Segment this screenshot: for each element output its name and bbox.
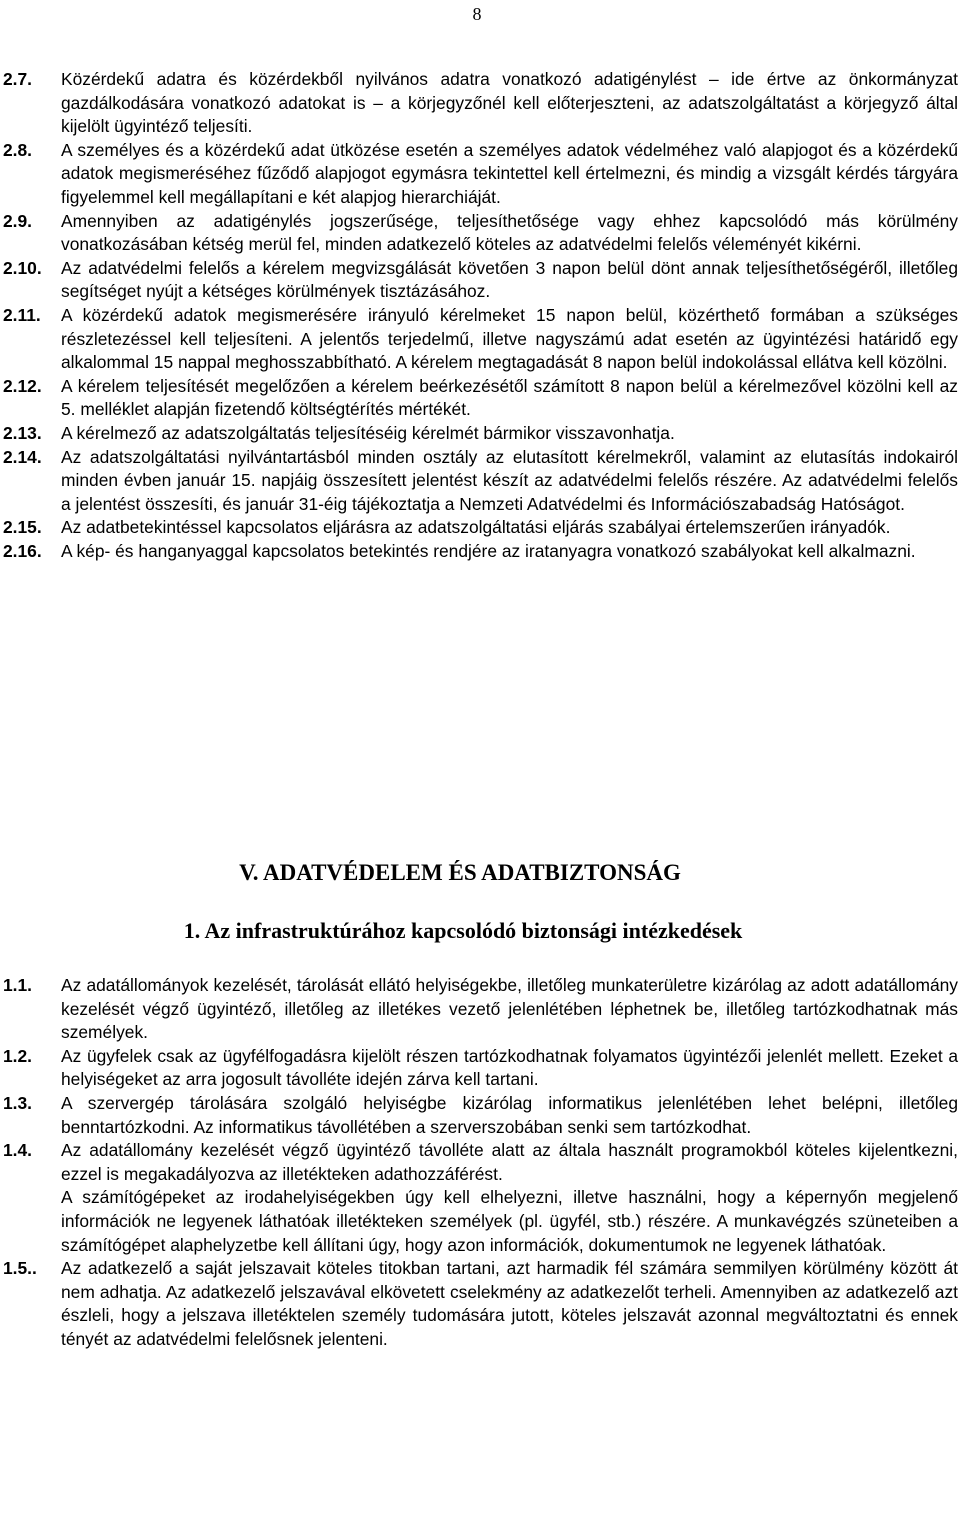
paragraph-text: Az ügyfelek csak az ügyfélfogadásra kijelölt részen tartózkodhatnak folyamatos ügyintézői jelenlét mellett. Ezeket a helyiségeket az arra jogosult távolléte idején zárva kell tartani. [61, 1045, 958, 1090]
paragraph-2-9 [0, 210, 960, 257]
paragraph-1-2 [0, 1045, 960, 1092]
paragraph-number: 2.8. [3, 139, 33, 160]
paragraph-2-15 [0, 516, 960, 540]
paragraph-text: Az adatkezelő a saját jelszavait köteles titokban tartani, azt harmadik fél számára semmilyen körülmény között át nem adhatja. Az adatkezelő jelszavával elkövetett cselekmény az adatkezelőt terheli. Amennyiben az adatkezelő azt észleli, hogy a jelszava illetéktelen személy tudomására jutott, köteles jelszavát azonnal megváltoztatni és ennek tényét az adatvédelmi felelősnek jelenteni. [61, 1258, 958, 1349]
page-number: 8 [472, 4, 482, 24]
paragraph-text: Az adatállomány kezelését végző ügyintéző távolléte alatt az általa használt programokból köteles kijelentkezni, ezzel is megakadályozva az illetékteken adathozzáférést. [61, 1140, 958, 1184]
paragraph-number: 1.3. [3, 1092, 33, 1113]
paragraph-number: 2.12. [3, 375, 42, 396]
paragraph-1-3 [0, 1092, 960, 1139]
paragraph-text: Az adatbetekintéssel kapcsolatos eljárásra az adatszolgáltatási eljárás szabályai értelemszerűen irányadók. [61, 517, 891, 538]
paragraph-number: 2.16. [3, 540, 42, 561]
paragraph-number: 1.1. [3, 975, 33, 995]
paragraph-text: Az adatszolgáltatási nyilvántartásból minden osztály az elutasított kérelmekről, valamint az elutasítás indokairól minden évben január 15. napjáig összesített jelentést készít az adatvédelmi felelős részére. Az adatvédelmi felelős a jelentést összesíti, és január 31-éig tájékoztatja a Nemzeti Adatvédelmi és Információszabadság Hatóságot. [61, 446, 958, 514]
paragraph-text: A közérdekű adatok megismerésére irányuló kérelmeket 15 napon belül, közérthető formában a szükséges részletezéssel kell teljesíteni. A jelentős terjedelmű, illetve nagyszámú adat esetén az ügyintézési határidő egy alkalommal 15 nappal meghosszabbítható. A kérelem megtagadását 8 napon belül indokolással ellátva kell közölni. [61, 304, 958, 373]
paragraph-text: A szervergép tárolására szolgáló helyiségbe kizárólag informatikus jelenlétében lehet belépni, illetőleg benntartózkodni. Az informatikus távollétében a szerverszobában senki sem tartózkodhat. [61, 1092, 958, 1137]
paragraph-number: 2.10. [3, 257, 42, 278]
paragraph-number: 1.4. [3, 1140, 33, 1161]
paragraph-number: 2.9. [3, 210, 33, 231]
paragraph-text: Amennyiben az adatigénylés jogszerűsége, teljesíthetősége vagy ehhez kapcsolódó más körülmény vonatkozásában kétség merül fel, minden adatkezelő köteles az adatvédelmi felelős véleményét kikérni. [61, 210, 958, 255]
paragraph-number: 2.15. [3, 517, 42, 538]
section-title: 1. Az infrastruktúrához kapcsolódó biztonsági intézkedések [183, 918, 743, 943]
paragraph-text: A személyes és a közérdekű adat ütközése esetén a személyes adatok védelméhez való alapjogot és a közérdekű adatok megismeréséhez fűződő alapjogot egymásra tekintettel kell értelmezni, és mindig a vizsgált kérdés tárgyára figyelemmel kell megállapítani e két alapjog hierarchiáját. [61, 139, 958, 207]
paragraph-text: Az adatállományok kezelését, tárolását ellátó helyiségekbe, illetőleg munkaterületre kizárólag az adott adatállomány kezelését végző ügyintéző, illetőleg az illetékes vezető jelenlétében léphetnek be, illetőleg tartózkodhatnak más személyek. [61, 975, 958, 1043]
paragraph-2-14 [0, 446, 960, 517]
paragraph-number: 2.7. [3, 69, 33, 89]
paragraph-number: 2.13. [3, 422, 42, 443]
paragraph-text: Közérdekű adatra és közérdekből nyilvános adatra vonatkozó adatigénylést – ide értve az önkormányzat gazdálkodására vonatkozó adatokat is – a körjegyzőnél kell előterjeszteni, az adatszolgáltatást a körjegyző által kijelölt ügyintéző teljesíti. [61, 69, 958, 137]
paragraph-text: A kérelem teljesítését megelőzően a kérelem beérkezésétől számított 8 napon belül a kérelmezővel közölni kell az 5. melléklet alapján fizetendő költségtérítés mértékét. [61, 375, 958, 420]
paragraph-text: Az adatvédelmi felelős a kérelem megvizsgálását követően 3 napon belül dönt annak teljesíthetőségéről, illetőleg segítséget nyújt a kétséges körülmények tisztázásához. [61, 257, 958, 302]
paragraph-text: A kép- és hanganyaggal kapcsolatos betekintés rendjére az iratanyagra vonatkozó szabályokat kell alkalmazni. [61, 540, 916, 561]
paragraph-number: 1.2. [3, 1045, 33, 1066]
paragraph-2-16 [0, 540, 960, 564]
paragraph-2-13 [0, 422, 960, 446]
paragraph-number: 2.14. [3, 446, 42, 467]
paragraph-1-4-continuation: A számítógépeket az irodahelyiségekben úgy kell elhelyezni, illetve használni, hogy a képernyőn megjelenő információk ne legyenek láthatóak illetékteken személyek (pl. ügyfél, stb.) részére. A munkavégzés szüneteiben a számítógépet alaphelyzetbe kell állítani úgy, hogy azon információk, dokumentumok ne legyenek láthatóak. [61, 1187, 958, 1255]
paragraph-number: 1.5.. [3, 1258, 37, 1279]
section-2-paragraphs [0, 68, 960, 563]
paragraph-2-7 [0, 68, 960, 139]
paragraph-number: 2.11. [3, 304, 41, 325]
paragraph-1-1 [0, 974, 960, 1045]
paragraph-2-10 [0, 257, 960, 304]
paragraph-text: A kérelmező az adatszolgáltatás teljesítéséig kérelmét bármikor visszavonhatja. [61, 422, 675, 443]
paragraph-2-11 [0, 304, 960, 375]
section-1-paragraphs [0, 974, 960, 1352]
paragraph-2-12 [0, 375, 960, 422]
paragraph-1-5 [0, 1257, 960, 1351]
paragraph-2-8 [0, 139, 960, 210]
paragraph-1-4 [0, 1139, 960, 1186]
chapter-title: V. ADATVÉDELEM ÉS ADATBIZTONSÁG [239, 860, 681, 885]
